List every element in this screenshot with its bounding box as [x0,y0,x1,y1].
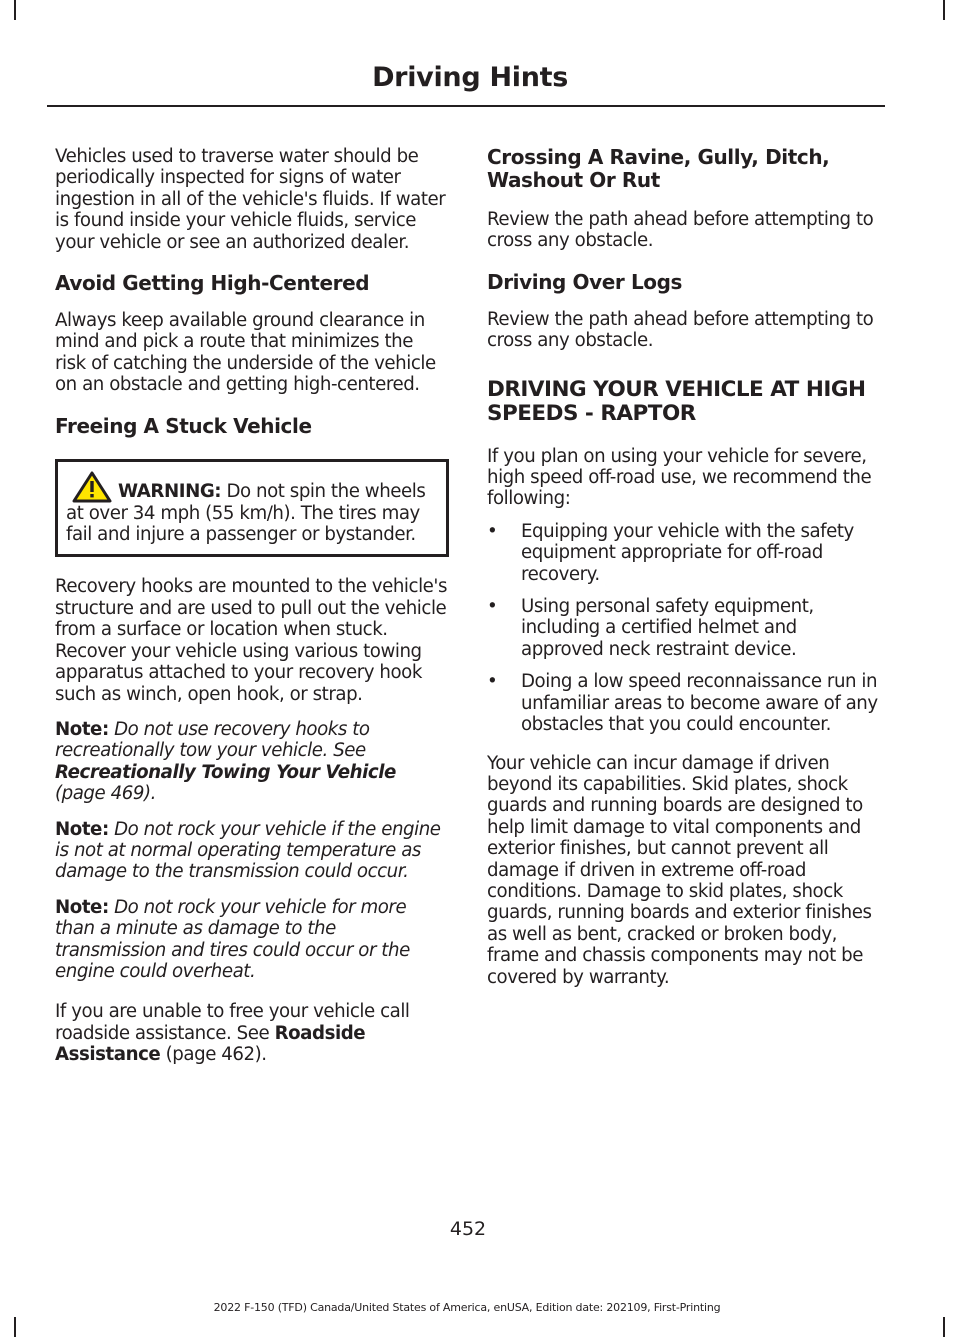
bullet-marker: • [487,520,498,542]
left-column [55,146,449,1085]
note-engine-temperature [55,819,449,883]
heading-crossing-ravine: Crossing A Ravine, Gully, Ditch, Washout Or Rut [487,145,830,192]
cross-reference-link[interactable]: Recreationally Towing Your Vehicle [55,761,396,783]
page-reference: (page 469). [55,783,156,805]
crop-mark-top-left [14,0,16,20]
warning-triangle-icon [72,471,112,503]
warning-text: Do not spin the wheels at over 34 mph (55 km/h). The tires may fail and injure a passenger or bystander. [66,480,426,546]
list-item [487,521,881,585]
bullet-marker: • [487,596,498,618]
note-recreational-tow [55,719,449,805]
list-item-text: Using personal safety equipment, including a certified helmet and approved neck restraint device. [521,596,814,660]
roadside-assistance-paragraph [55,1001,449,1065]
note-text: Do not rock your vehicle for more than a minute as damage to the transmission and tires could occur or the engine could overheat. [55,896,410,982]
heading-avoid-high-centered: Avoid Getting High-Centered [55,271,370,296]
note-label: Note: [55,818,109,840]
water-inspection-paragraph: Vehicles used to traverse water should be periodically inspected for signs of water ingestion in all of the vehicle's fluids. If water is found inside your vehicle fluids, service your vehicle or see an authorized dealer. [55,146,446,253]
high-centered-paragraph: Always keep available ground clearance in mind and pick a route that minimizes the risk of catching the underside of the vehicle on an obstacle and getting high-centered. [55,310,436,396]
list-item-text: Doing a low speed reconnaissance run in unfamiliar areas to become aware of any obstacles that you could encounter. [521,671,878,736]
cross-reference-link[interactable]: Roadside Assistance [55,1022,366,1066]
header-divider [47,105,885,107]
recommendation-list [487,521,881,736]
heading-driving-over-logs: Driving Over Logs [487,269,683,294]
warning-label: WARNING: [118,480,222,502]
high-speed-intro-paragraph: If you plan on using your vehicle for severe, high speed off-road use, we recommend the following: [487,445,872,510]
page-number: 452 [449,1218,487,1240]
note-label: Note: [55,718,109,740]
edition-footer: 2022 F-150 (TFD) Canada/United States of America, enUSA, Edition date: 202109, First-Printing [213,1301,721,1314]
crop-mark-bottom-left [14,1317,16,1337]
note-text: Do not use recovery hooks to recreationally tow your vehicle. See [55,718,370,762]
bullet-marker: • [487,671,498,693]
vehicle-damage-paragraph: Your vehicle can incur damage if driven beyond its capabilities. Skid plates, shock guards and running boards are designed to help limit damage to vital components and exterior finishes, but cannot prevent all damage if driven in extreme off-road conditions. Damage to skid plates, shock guards, running boards and exterior finishes as well as bent, cracked or broken body, frame and chassis components may not be covered by warranty. [487,752,872,988]
crop-mark-bottom-right [943,1317,945,1337]
page-title: Driving Hints [372,62,568,93]
note-rocking-duration [55,897,449,983]
page-reference: (page 462). [160,1044,267,1066]
list-item [487,596,881,660]
logs-paragraph: Review the path ahead before attempting to cross any obstacle. [487,308,874,352]
heading-freeing-stuck-vehicle: Freeing A Stuck Vehicle [55,413,312,438]
warning-box [55,459,449,558]
list-item [487,671,881,735]
right-column [487,146,881,1007]
paragraph-text: If you are unable to free your vehicle call roadside assistance. See [55,1001,410,1044]
crop-mark-top-right [943,0,945,20]
heading-high-speeds-raptor: DRIVING YOUR VEHICLE AT HIGH SPEEDS - RAPTOR [487,376,866,426]
recovery-hooks-paragraph: Recovery hooks are mounted to the vehicle's structure and are used to pull out the vehicle from a surface or location when stuck. Recover your vehicle using various towing apparatus attached to your recovery hook such as winch, open hook, or strap. [55,576,447,705]
note-label: Note: [55,896,109,918]
note-text: Do not rock your vehicle if the engine is not at normal operating temperature as damage to the transmission could occur. [55,818,441,883]
list-item-text: Equipping your vehicle with the safety equipment appropriate for off-road recovery. [521,520,854,585]
ravine-paragraph: Review the path ahead before attempting to cross any obstacle. [487,209,874,252]
